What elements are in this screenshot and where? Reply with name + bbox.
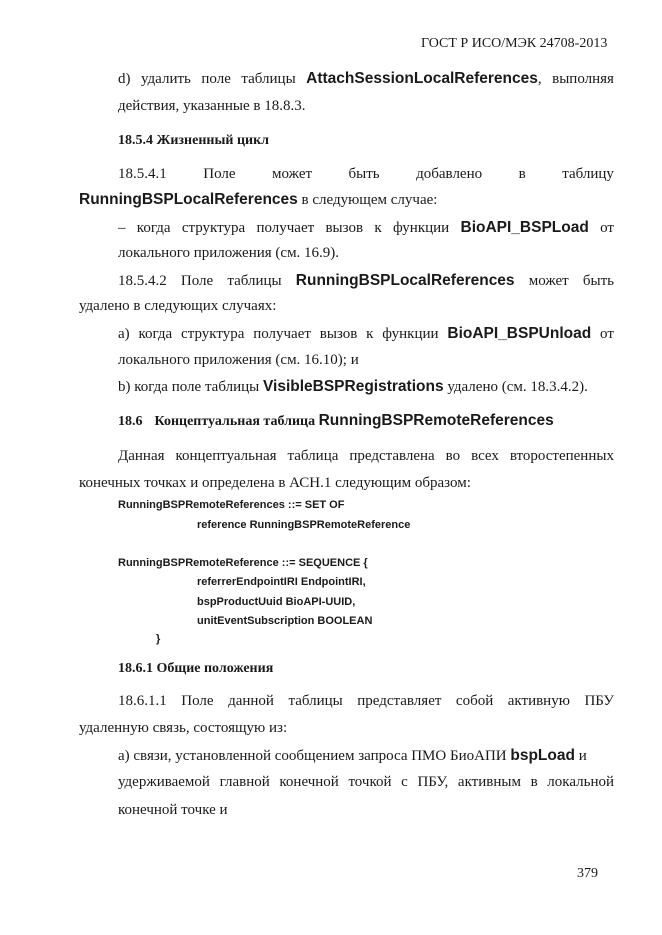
page-number: 379 — [577, 866, 598, 881]
paragraph-item-d: d) удалить поле таблицы AttachSessionLocalReferences, выполняя — [118, 70, 614, 87]
identifier: RunningBSPLocalReferences — [79, 191, 298, 208]
section-heading: 18.6.1 Общие положения — [118, 661, 274, 676]
list-item-a: а) когда структура получает вызов к функции BioAPI_BSPUnload от — [118, 325, 614, 342]
identifier: RunningBSPLocalReferences — [295, 272, 515, 289]
paragraph-line: RunningBSPLocalReferences в следующем случае: — [79, 191, 438, 208]
code-line: unitEventSubscription BOOLEAN — [197, 615, 373, 627]
page-header: ГОСТ Р ИСО/МЭК 24708-2013 — [421, 36, 608, 51]
code-line: } — [156, 633, 161, 645]
section-heading: 18.5.4 Жизненный цикл — [118, 133, 269, 148]
identifier: RunningBSPRemoteReferences — [318, 412, 554, 429]
paragraph-18-5-4-1: 18.5.4.1 Поле может быть добавлено в таблицу — [118, 166, 614, 182]
code-line: bspProductUuid BioAPI-UUID, — [197, 596, 356, 608]
identifier: bspLoad — [510, 747, 575, 764]
paragraph-line: удаленную связь, состоящую из: — [79, 720, 288, 736]
paragraph-18-5-4-2: 18.5.4.2 Поле таблицы RunningBSPLocalReferences может быть — [118, 272, 614, 289]
list-item-dash: – когда структура получает вызов к функции BioAPI_BSPLoad от — [118, 219, 614, 236]
list-item-b: b) когда поле таблицы VisibleBSPRegistrations удалено (см. 18.3.4.2). — [118, 378, 588, 395]
identifier: BioAPI_BSPUnload — [447, 325, 592, 342]
paragraph-18-6: Данная концептуальная таблица представлена во всех второстепенных — [118, 448, 614, 464]
paragraph-18-6-1-1: 18.6.1.1 Поле данной таблицы представляет собой активную ПБУ — [118, 693, 614, 709]
identifier: BioAPI_BSPLoad — [460, 219, 589, 236]
paragraph-line: удалено в следующих случаях: — [79, 298, 277, 314]
code-line: RunningBSPRemoteReference ::= SEQUENCE { — [118, 557, 368, 569]
list-item-a2: а) связи, установленной сообщением запроса ПМО БиоАПИ bspLoad и — [118, 747, 587, 764]
paragraph-line: конечных точках и определена в АСН.1 следующим образом: — [79, 475, 471, 491]
paragraph-line: локального приложения (см. 16.9). — [118, 245, 340, 261]
identifier: AttachSessionLocalReferences — [306, 70, 538, 87]
code-line: reference RunningBSPRemoteReference — [197, 519, 411, 531]
code-line: RunningBSPRemoteReferences ::= SET OF — [118, 499, 345, 511]
paragraph-line: удерживаемой главной конечной точкой с ПБУ, активным в локальной — [118, 774, 614, 790]
section-heading: 18.6 Концептуальная таблица RunningBSPRemoteReferences — [118, 412, 554, 429]
code-line: referrerEndpointIRI EndpointIRI, — [197, 576, 366, 588]
identifier: VisibleBSPRegistrations — [262, 378, 444, 395]
paragraph-line: конечной точке и — [118, 802, 228, 818]
paragraph-line: действия, указанные в 18.8.3. — [118, 98, 306, 114]
paragraph-line: локального приложения (см. 16.10); и — [118, 352, 359, 368]
